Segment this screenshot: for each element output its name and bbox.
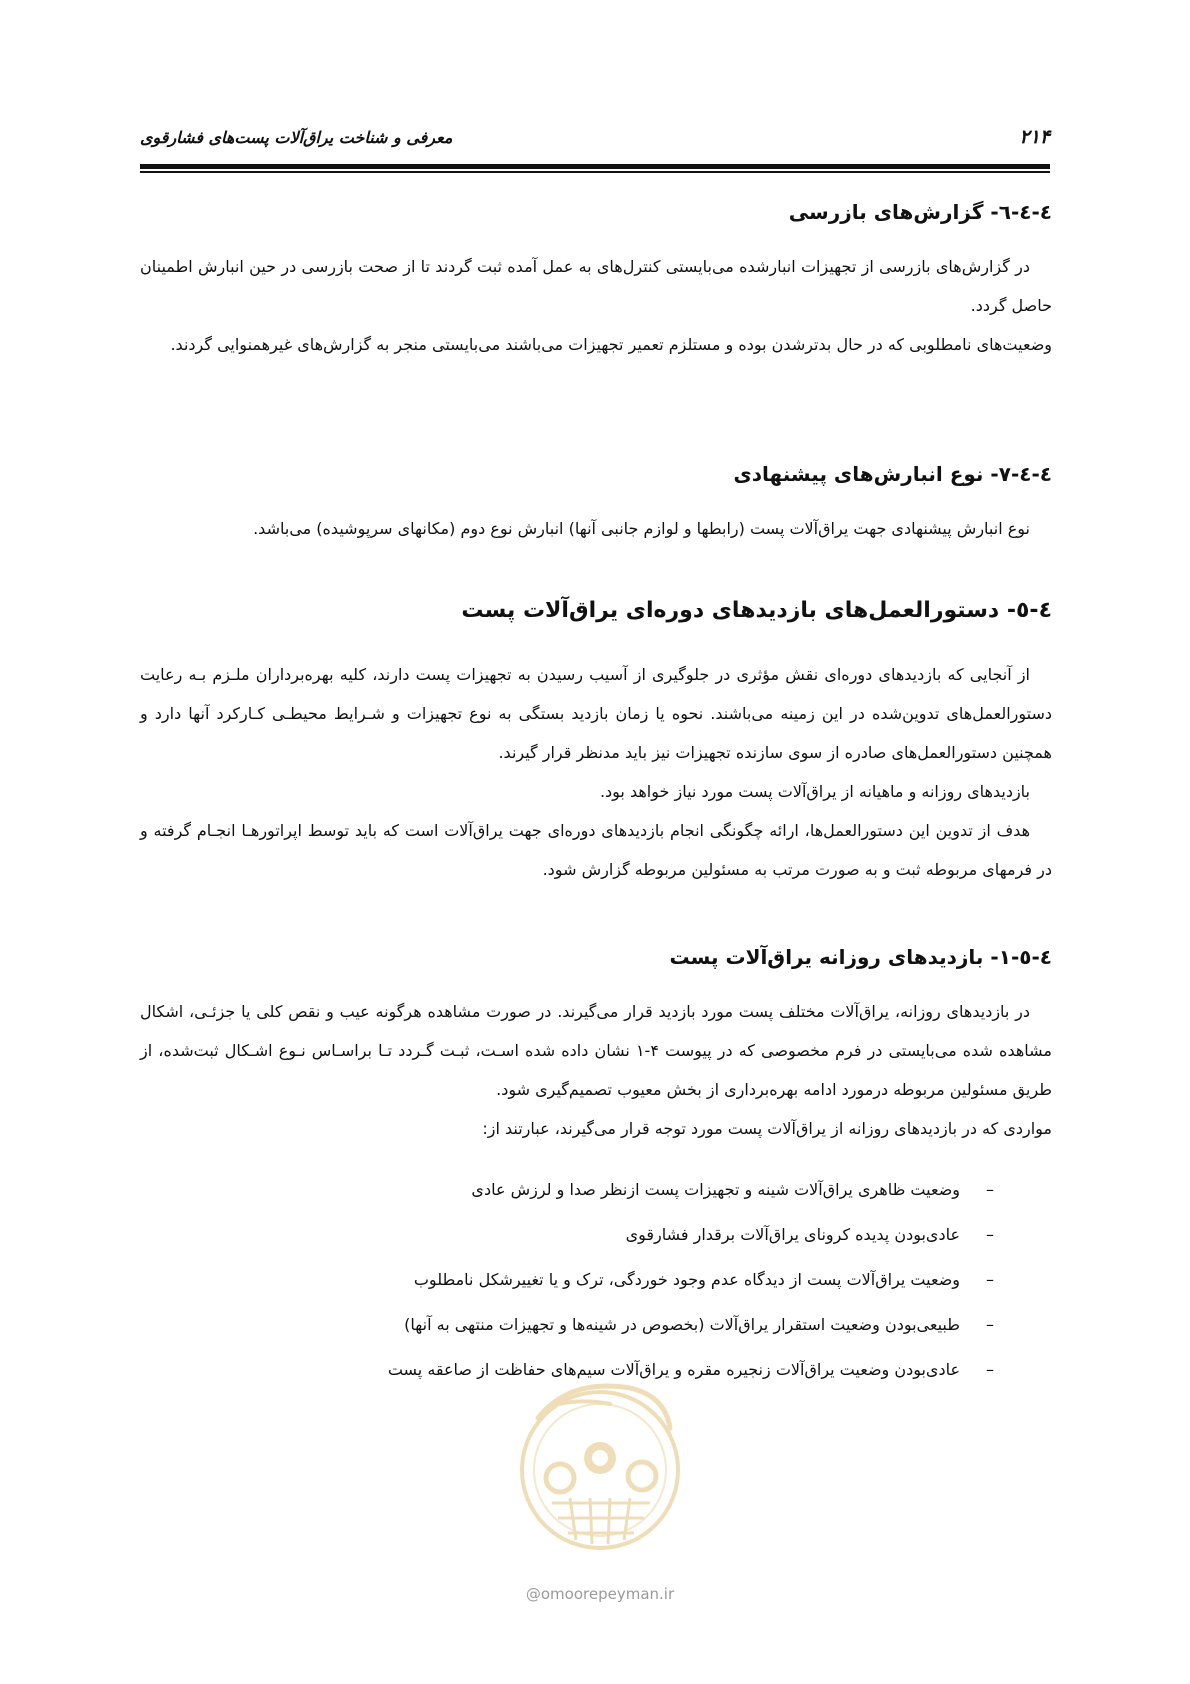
heading-4-4-6: ٤-٤-٦- گزارش‌های بازرسی xyxy=(788,200,1052,224)
paragraph: هدف از تدوین این دستورالعمل‌ها، ارائه چگونگی انجام بازدیدهای دوره‌ای جهت یراق‌آلات است که باید توسط اپراتورهـا انجـام گرفته و در فرمهای مربوطه ثبت و به صورت مرتب به مسئولین مربوطه گزارش شود. xyxy=(140,821,1052,879)
heading-4-4-7: ٤-٤-٧- نوع انبارش‌های پیشنهادی xyxy=(733,462,1052,486)
watermark-logo xyxy=(480,1358,720,1558)
paragraph: مواردی که در بازدیدهای روزانه از یراق‌آلات پست مورد توجه قرار می‌گیرند، عبارتند از: xyxy=(482,1119,1052,1138)
header-rule-thick xyxy=(140,164,1050,169)
paragraph: بازدیدهای روزانه و ماهیانه از یراق‌آلات پست مورد نیاز خواهد بود. xyxy=(599,782,1030,801)
paragraph: در بازدیدهای روزانه، یراق‌آلات مختلف پست مورد بازدید قرار می‌گیرند. در صورت مشاهده هرگونه عیب و نقص کلی یا جزئـی، اشکال مشاهده شده می‌بایستی در فرم مخصوصی که در پیوست ۴-۱ نشان داده شده اسـت، ثبـت گـردد تـا براسـاس نـوع اشـکال ثبت‌شده، از طریق مسئولین مربوطه درمورد ادامه بهره‌برداری از بخش معیوب تصمیم‌گیری شود. xyxy=(140,1002,1052,1099)
bullet-mark: – xyxy=(986,1225,994,1244)
list-item: عادی‌بودن وضعیت یراق‌آلات زنجیره مقره و یراق‌آلات سیم‌های حفاظت از صاعقه پست xyxy=(387,1360,960,1379)
bullet-mark: – xyxy=(986,1360,994,1379)
list-item: وضعیت ظاهری یراق‌آلات شینه و تجهیزات پست ازنظر صدا و لرزش عادی xyxy=(471,1180,960,1199)
watermark-site: @omoorepeyman.ir xyxy=(525,1585,675,1603)
page-number: ۲۱۴ xyxy=(1019,126,1050,148)
bullet-mark: – xyxy=(986,1315,994,1334)
paragraph: نوع انبارش پیشنهادی جهت یراق‌آلات پست (رابطها و لوازم جانبی آنها) انبارش نوع دوم (مکانهای سرپوشیده) می‌باشد. xyxy=(253,519,1030,538)
list-item: وضعیت یراق‌آلات پست از دیدگاه عدم وجود خوردگی، ترک و یا تغییرشکل نامطلوب xyxy=(413,1270,960,1289)
paragraph: وضعیت‌های نامطلوبی که در حال بدترشدن بوده و مستلزم تعمیر تجهیزات می‌باشند می‌بایستی منجر به گزارش‌های غیرهمنوایی گردند. xyxy=(170,335,1052,354)
bullet-mark: – xyxy=(986,1180,994,1199)
list-item: عادی‌بودن پدیده کرونای یراق‌آلات برقدار فشارقوی xyxy=(625,1225,960,1244)
heading-4-5: ٤-٥- دستورالعمل‌های بازدیدهای دوره‌ای یراق‌آلات پست xyxy=(461,598,1052,623)
header-rule-thin xyxy=(140,171,1050,173)
heading-4-5-1: ٤-٥-١- بازدیدهای روزانه یراق‌آلات پست xyxy=(669,945,1052,969)
paragraph: از آنجایی که بازدیدهای دوره‌ای نقش مؤثری در جلوگیری از آسیب رسیدن به تجهیزات پست دارند، کلیه بهره‌برداران ملـزم بـه رعایت دستورالعمل‌های تدوین‌شده در این زمینه می‌باشند. نحوه یا زمان بازدید بستگی به نوع تجهیزات و شـرایط محیطـی کـارکرد آنها دارد و همچنین دستورالعمل‌های صادره از سوی سازنده تجهیزات نیز باید مدنظر قرار گیرند. xyxy=(140,665,1052,762)
running-header xyxy=(140,118,1050,162)
running-title: معرفی و شناخت یراق‌آلات پست‌های فشارقوی xyxy=(140,128,453,147)
list-item: طبیعی‌بودن وضعیت استقرار یراق‌آلات (بخصوص در شینه‌ها و تجهیزات منتهی به آنها) xyxy=(404,1315,960,1334)
paragraph: در گزارش‌های بازرسی از تجهیزات انبارشده می‌بایستی کنترل‌های به عمل آمده ثبت گردند تا از صحت بازرسی در حین انبارش اطمینان حاصل گردد. xyxy=(140,257,1052,315)
bullet-mark: – xyxy=(986,1270,994,1289)
